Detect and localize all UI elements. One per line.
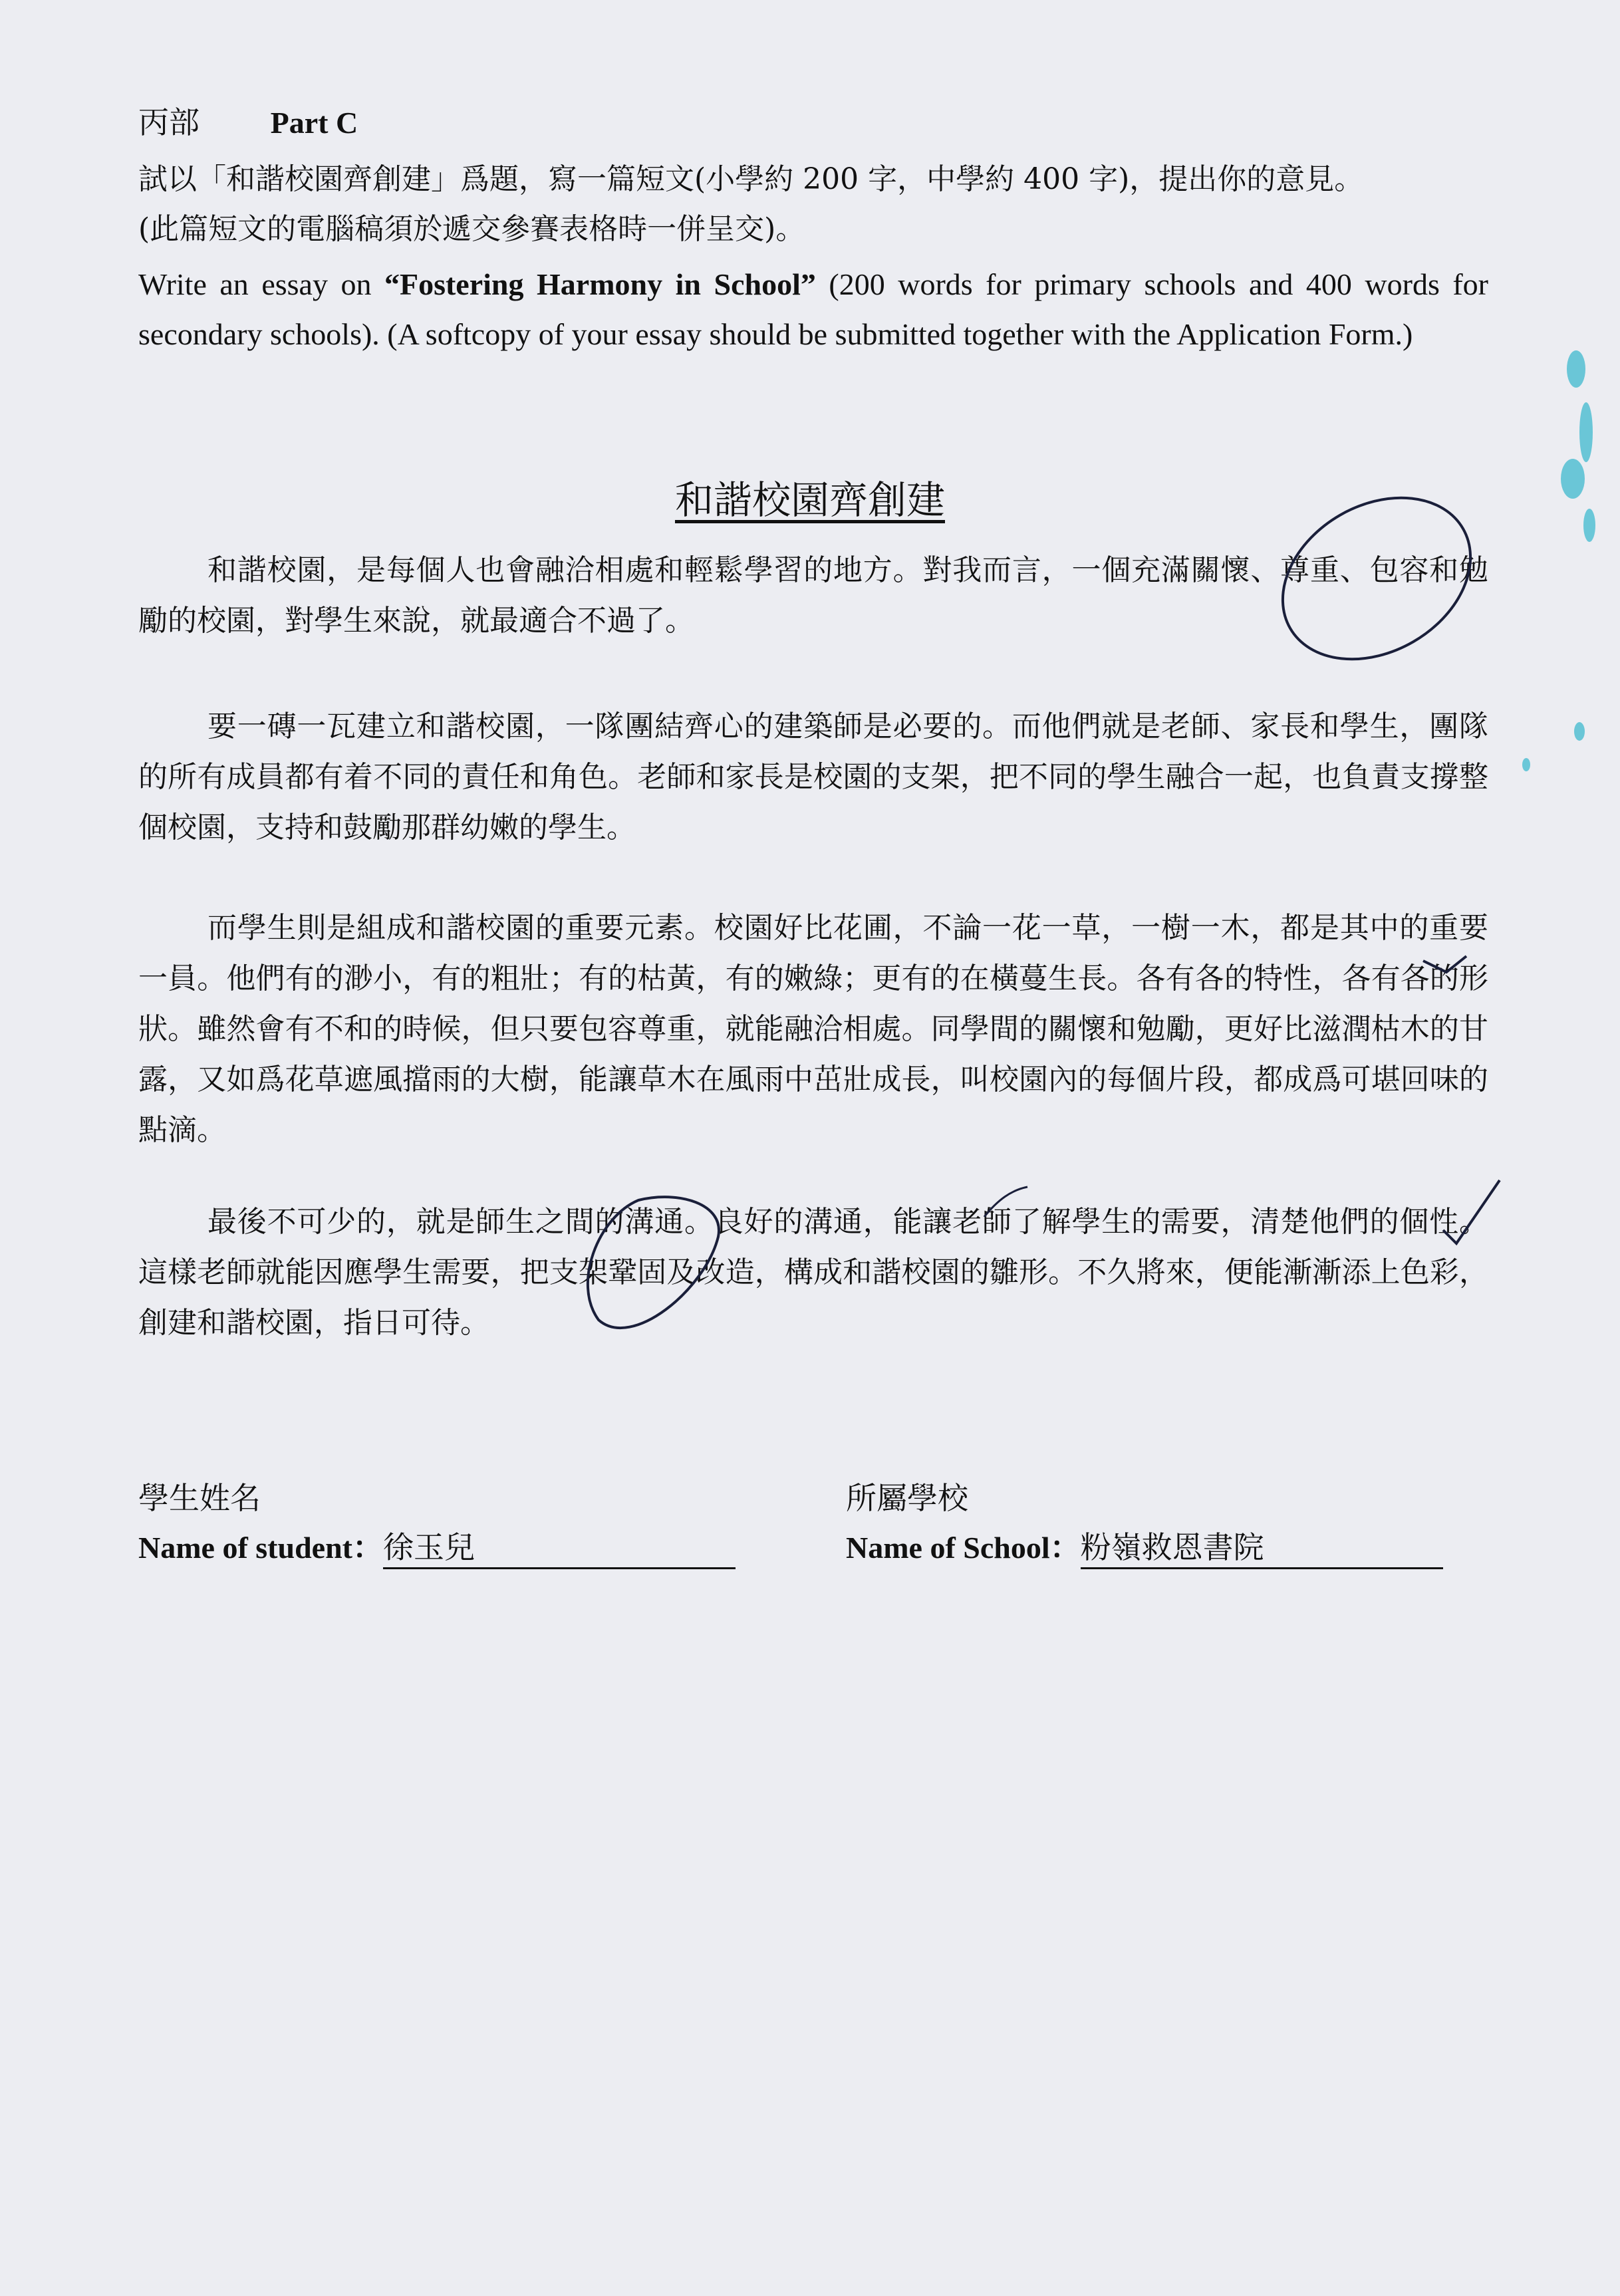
instruction-zh-line1: 試以「和諧校園齊創建」爲題，寫一篇短文(小學約 200 字，中學約 400 字)，提出你的意見。 (138, 162, 1364, 196)
instruction-en-prefix: Write an essay on (138, 267, 384, 301)
school-name-row (846, 1526, 1443, 1570)
student-name-value: 徐玉兒 (383, 1527, 736, 1569)
part-header (138, 101, 358, 144)
ink-stain (1522, 350, 1595, 771)
student-name-label-en: Name of student： (138, 1531, 383, 1565)
student-name-row (138, 1526, 736, 1570)
student-name-label-zh: 學生姓名 (138, 1480, 261, 1516)
essay-paragraph-3: 而學生則是組成和諧校園的重要元素。校園好比花圃，不論一花一草，一樹一木，都是其中的重要一員。他們有的渺小，有的粗壯；有的枯黃，有的嫩綠；更有的在橫蔓生長。各有各的特性，各有各的形狀。雖然會有不和的時候，但只要包容尊重，就能融洽相處。同學間的關懷和勉勵，更好比滋潤枯木的甘露，又如爲花草遮風擋雨的大樹，能讓草木在風雨中茁壯成長，叫校園內的每個片段，都成爲可堪回味的點滴。 (138, 911, 1488, 1147)
essay-paragraph-2: 要一磚一瓦建立和諧校園，一隊團結齊心的建築師是必要的。而他們就是老師、家長和學生，團隊的所有成員都有着不同的責任和角色。老師和家長是校園的支架，把不同的學生融合一起，也負責支撐整個校園，支持和鼓勵那群幼嫩的學生。 (138, 709, 1488, 844)
instruction-en-suffix: (200 words for primary schools and 400 words for secondary schools). (A softcopy of your essay should be submitted together with the Application Form.) (138, 267, 1488, 351)
school-name-label-en: Name of School： (846, 1531, 1081, 1565)
school-name-label-zh: 所屬學校 (846, 1480, 968, 1516)
part-label-zh: 丙部 (138, 104, 200, 140)
part-label-en: Part C (270, 106, 358, 140)
essay-paragraph-4: 最後不可少的，就是師生之間的溝通。良好的溝通，能讓老師了解學生的需要，清楚他們的個性。這樣老師就能因應學生需要，把支架鞏固及改造，構成和諧校園的雛形。不久將來，便能漸漸添上色彩，創建和諧校園，指日可待。 (138, 1205, 1488, 1340)
instruction-zh-line2: (此篇短文的電腦稿須於遞交參賽表格時一併呈交)。 (138, 212, 805, 246)
school-name-value: 粉嶺救恩書院 (1081, 1527, 1443, 1569)
essay-title: 和諧校園齊創建 (674, 477, 945, 523)
instruction-en-title: “Fostering Harmony in School” (384, 267, 816, 301)
instruction-en (138, 259, 1488, 359)
essay-paragraph-1: 和諧校園，是每個人也會融洽相處和輕鬆學習的地方。對我而言，一個充滿關懷、尊重、包容和勉勵的校園，對學生來說，就最適合不過了。 (138, 553, 1488, 638)
